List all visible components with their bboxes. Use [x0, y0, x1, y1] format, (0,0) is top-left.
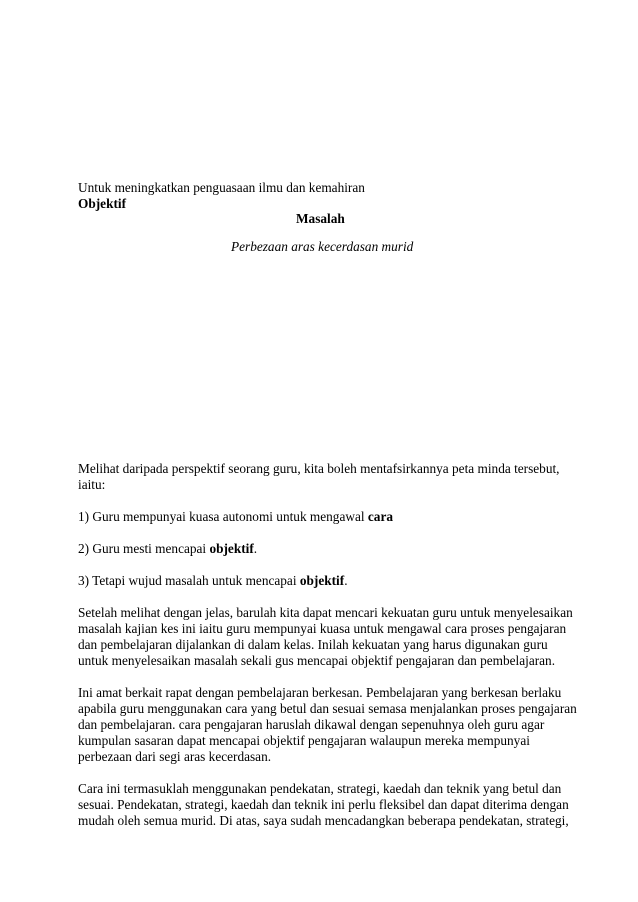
paragraph-intro: [78, 461, 568, 493]
list-item-1: [78, 509, 568, 525]
paragraph-line: Cara ini termasuklah menggunakan pendekatan, strategi, kaedah dan teknik yang betul dan: [78, 781, 562, 796]
paragraph-line: iaitu:: [78, 477, 106, 492]
list-item-2: [78, 541, 568, 557]
paragraph-line: masalah kajian kes ini iaitu guru mempunyai kuasa untuk mengawal cara proses pengajaran: [78, 621, 567, 636]
masalah-subtitle: Perbezaan aras kecerdasan murid: [231, 239, 414, 254]
paragraph-line: kumpulan sasaran dapat mencapai objektif pengajaran walaupun mereka mempunyai: [78, 733, 530, 748]
list-item-text: 2) Guru mesti mencapai: [78, 541, 210, 556]
list-item-end: .: [253, 541, 258, 556]
paragraph-4: [78, 781, 568, 829]
list-item-bold: cara: [367, 509, 393, 524]
paragraph-3: [78, 685, 577, 765]
paragraph-line: mudah oleh semua murid. Di atas, saya sudah mencadangkan beberapa pendekatan, strategi,: [78, 813, 569, 828]
list-item-end: .: [344, 573, 348, 588]
masalah-label-text: Masalah: [296, 211, 345, 226]
paragraph-line: apabila guru menggunakan cara yang betul dan sesuai semasa menjalankan proses pengajaran: [78, 701, 577, 716]
body-text: [78, 461, 577, 845]
paragraph-line: untuk menyelesaikan masalah sekali gus mencapai objektif pengajaran dan pembelajaran.: [78, 653, 556, 668]
paragraph-line: sesuai. Pendekatan, strategi, kaedah dan teknik ini perlu fleksibel dan dapat diterima dengan: [78, 797, 569, 812]
list-item-3: [78, 573, 568, 589]
list-item-text: 3) Tetapi wujud masalah untuk mencapai: [78, 573, 300, 588]
paragraph-line: Ini amat berkait rapat dengan pembelajaran berkesan. Pembelajaran yang berkesan berlaku: [78, 685, 562, 700]
paragraph-line: Setelah melihat dengan jelas, barulah kita dapat mencari kekuatan guru untuk menyelesaikan: [78, 605, 573, 620]
paragraph-line: perbezaan dari segi aras kecerdasan.: [78, 749, 272, 764]
paragraph-line: dan pembelajaran dijalankan di dalam kelas. Inilah kekuatan yang harus digunakan guru: [78, 637, 548, 652]
objektif-label: Objektif: [78, 196, 127, 211]
paragraph-line: Melihat daripada perspektif seorang guru, kita boleh mentafsirkannya peta minda tersebut,: [78, 461, 560, 476]
list-item-text: 1) Guru mempunyai kuasa autonomi untuk mengawal: [78, 509, 368, 524]
paragraph-line: dan pembelajaran. cara pengajaran haruslah dikawal dengan sepenuhnya oleh guru agar: [78, 717, 545, 732]
intro-text: Untuk meningkatkan penguasaan ilmu dan kemahiran: [78, 180, 365, 195]
list-item-bold: objektif: [209, 541, 254, 556]
list-item-bold: objektif: [299, 573, 345, 588]
paragraph-2: [78, 605, 573, 669]
